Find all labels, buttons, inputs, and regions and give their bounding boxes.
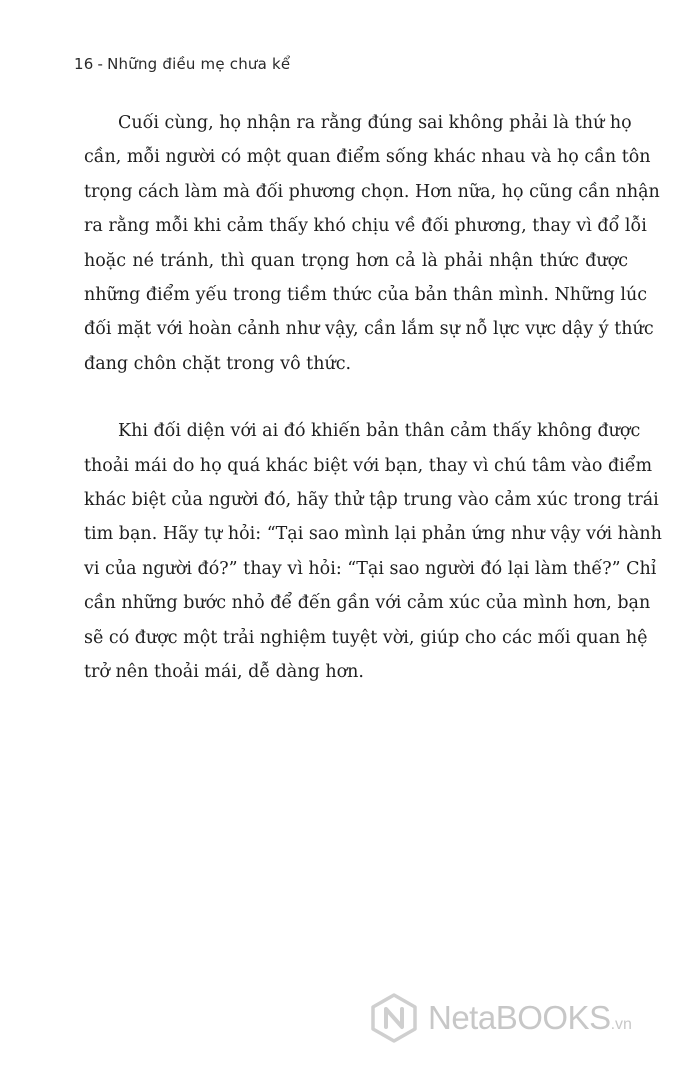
text-line: trở nên thoải mái, dễ dàng hơn. bbox=[84, 662, 364, 683]
paragraph-2 bbox=[84, 414, 662, 689]
running-header bbox=[74, 55, 290, 73]
netabooks-logo-icon bbox=[368, 992, 420, 1044]
text-line: cần những bước nhỏ để đến gần với cảm xúc của mình hơn, bạn bbox=[84, 593, 651, 614]
body-text bbox=[84, 106, 662, 690]
page-number: 16 bbox=[74, 55, 94, 73]
text-line: sẽ có được một trải nghiệm tuyệt vời, giúp cho các mối quan hệ bbox=[84, 627, 648, 648]
text-line: đang chôn chặt trong vô thức. bbox=[84, 353, 352, 374]
text-line: cần, mỗi người có một quan điểm sống khác nhau và họ cần tôn bbox=[84, 147, 651, 168]
book-title: Những điều mẹ chưa kể bbox=[107, 55, 291, 73]
text-line: trọng cách làm mà đối phương chọn. Hơn nữa, họ cũng cần nhận bbox=[84, 181, 660, 202]
header-separator: - bbox=[97, 55, 104, 73]
text-line: những điểm yếu trong tiềm thức của bản thân mình. Những lúc bbox=[84, 285, 648, 306]
text-line: khác biệt của người đó, hãy thử tập trung vào cảm xúc trong trái bbox=[84, 490, 659, 511]
text-line: thoải mái do họ quá khác biệt với bạn, thay vì chú tâm vào điểm bbox=[84, 455, 653, 476]
text-line: hoặc né tránh, thì quan trọng hơn cả là phải nhận thức được bbox=[84, 250, 628, 271]
watermark-brand: NetaBOOKS bbox=[428, 999, 611, 1036]
text-line: ra rằng mỗi khi cảm thấy khó chịu về đối phương, thay vì đổ lỗi bbox=[84, 216, 647, 237]
text-line: Khi đối diện với ai đó khiến bản thân cảm thấy không được bbox=[118, 421, 641, 442]
text-line: vi của người đó?” thay vì hỏi: “Tại sao người đó lại làm thế?” Chỉ bbox=[84, 558, 657, 579]
watermark-text bbox=[428, 999, 632, 1037]
paragraph-1 bbox=[84, 106, 660, 381]
text-line: tim bạn. Hãy tự hỏi: “Tại sao mình lại phản ứng như vậy với hành bbox=[84, 524, 662, 545]
watermark-domain-suffix: .vn bbox=[610, 1016, 632, 1033]
text-line: Cuối cùng, họ nhận ra rằng đúng sai không phải là thứ họ bbox=[118, 113, 632, 133]
text-line: đối mặt với hoàn cảnh như vậy, cần lắm sự nỗ lực vực dậy ý thức bbox=[84, 319, 654, 340]
watermark bbox=[368, 992, 632, 1044]
